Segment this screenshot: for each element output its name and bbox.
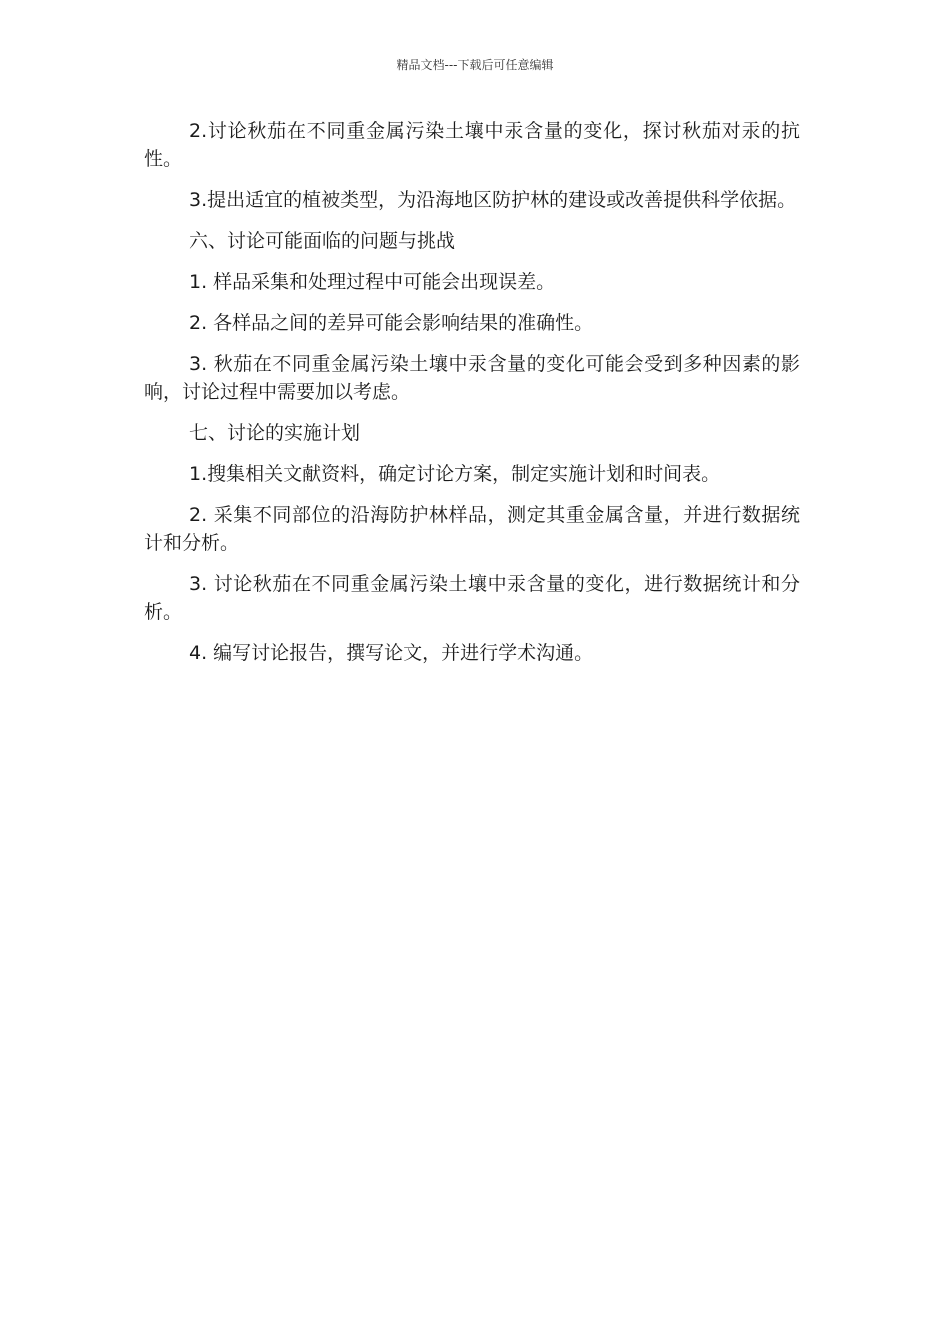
paragraph-challenge-2: 2. 各样品之间的差异可能会影响结果的准确性。 [189,312,594,334]
paragraph-plan-3: 3. 讨论秋茄在不同重金属污染土壤中汞含量的变化，进行数据统计和分析。 [144,573,800,623]
page-header: 精品文档---下载后可任意编辑 [396,58,554,72]
paragraph-plan-2: 2. 采集不同部位的沿海防护林样品，测定其重金属含量，并进行数据统计和分析。 [144,504,800,554]
paragraph-challenge-1: 1. 样品采集和处理过程中可能会出现误差。 [189,271,556,293]
section-heading-challenges: 六、讨论可能面临的问题与挑战 [189,230,456,252]
paragraph-challenge-3: 3. 秋茄在不同重金属污染土壤中汞含量的变化可能会受到多种因素的影响，讨论过程中需要加以考虑。 [144,353,800,403]
paragraph-plan-1: 1.搜集相关文献资料，确定讨论方案，制定实施计划和时间表。 [189,463,721,485]
paragraph-objective-3: 3.提出适宜的植被类型，为沿海地区防护林的建设或改善提供科学依据。 [189,189,797,211]
paragraph-objective-2: 2.讨论秋茄在不同重金属污染土壤中汞含量的变化，探讨秋茄对汞的抗性。 [144,120,800,170]
section-heading-plan: 七、讨论的实施计划 [189,422,361,444]
document-body [144,117,800,680]
paragraph-plan-4: 4. 编写讨论报告，撰写论文，并进行学术沟通。 [189,642,594,664]
